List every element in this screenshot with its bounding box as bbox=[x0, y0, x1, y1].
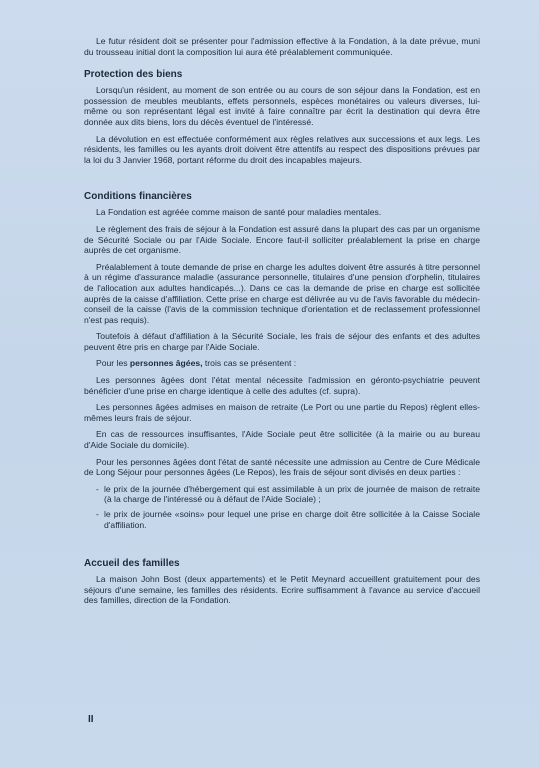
conditions-paragraph-6: Les personnes âgées dont l'état mental nécessite l'admission en géronto-psychiatrie peuvent bénéficier d'une prise en charge identique à celle des adultes (cf. supra). bbox=[84, 375, 480, 396]
conditions-paragraph-2: Le règlement des frais de séjour à la Fondation est assuré dans la plupart des cas par un organisme de Sécurité Sociale ou par l'Aide Sociale. Encore faut-il solliciter préalablement la prise en charge auprès de cet organisme. bbox=[84, 223, 480, 256]
protection-paragraph-2: La dévolution en est effectuée conformément aux règles relatives aux successions et aux legs. Les résidents, les familles ou les ayants droit doivent être attentifs au respect des dispositions prévues par la loi du 3 Janvier 1968, portant réforme du droit des incapables majeurs. bbox=[84, 133, 480, 165]
p5-bold: personnes âgées, bbox=[129, 358, 203, 369]
section-protection bbox=[84, 69, 480, 165]
list-item: - le prix de journée «soins» pour lequel une prise en charge doit être sollicitée à la Caisse Sociale d'affiliation. bbox=[96, 509, 480, 530]
conditions-paragraph-4: Toutefois à défaut d'affiliation à la Sécurité Sociale, les frais de séjour des enfants et des adultes peuvent être pris en charge par l'Aide Sociale. bbox=[84, 331, 480, 352]
conditions-paragraph-8: En cas de ressources insuffisantes, l'Aide Sociale peut être sollicitée (à la mairie ou au bureau d'Aide Sociale du domicile). bbox=[84, 429, 480, 451]
conditions-paragraph-3: Préalablement à toute demande de prise en charge les adultes doivent être assurés à titre personnel à un régime d'assurance maladie (assurance personnelle, titulaires d'une pension d'orphelin, titulaires de l'allocation aux adultes handicapés...). Dans ce cas la demande de prise en charge est sollicitée auprès de la caisse d'affiliation. Cette prise en charge est délivrée au vu de l'avis favorable du médecin-conseil de la caisse (l'avis de la commission technique d'orientation et de reclassement professionnel n'est pas requis). bbox=[84, 261, 480, 325]
conditions-paragraph-9: Pour les personnes âgées dont l'état de santé nécessite une admission au Centre de Cure Médicale de Long Séjour pour personnes âgées (Le Repos), les frais de séjour sont divisés en deux parties : bbox=[84, 456, 480, 478]
page-content bbox=[84, 36, 480, 612]
p5-post: trois cas se présentent : bbox=[202, 358, 297, 369]
section-conditions bbox=[84, 191, 480, 530]
page-number: II bbox=[88, 714, 94, 725]
conditions-paragraph-7: Les personnes âgées admises en maison de retraite (Le Port ou une partie du Repos) règlent elles-mêmes leurs frais de séjour. bbox=[84, 402, 480, 423]
section-title-accueil: Accueil des familles bbox=[84, 558, 180, 570]
conditions-paragraph-1: La Fondation est agréée comme maison de santé pour maladies mentales. bbox=[96, 207, 382, 218]
accueil-paragraph-1: La maison John Bost (deux appartements) et le Petit Meynard accueillent gratuitement pour des séjours d'une semaine, les familles des résidents. Ecrire suffisamment à l'avance au service d'accueil des familles, direction de la Fondation. bbox=[84, 574, 480, 606]
section-title-protection: Protection des biens bbox=[84, 69, 183, 81]
p5-pre: Pour les bbox=[96, 358, 130, 369]
protection-paragraph-1: Lorsqu'un résident, au moment de son entrée ou au cours de son séjour dans la Fondation, est en possession de meubles meublants, effets personnels, espèces monétaires ou valeurs diverses, lui-même ou son représentant légal est invité à faire connaître par écrit la destination qui devra être donnée aux dits biens, lors du décès éventuel de l'intéressé. bbox=[84, 85, 480, 127]
intro-paragraph: Le futur résident doit se présenter pour l'admission effective à la Fondation, à la date prévue, muni du trousseau initial dont la composition lui aura été préalablement communiquée. bbox=[84, 36, 480, 57]
conditions-paragraph-5 bbox=[84, 358, 480, 369]
section-title-conditions: Conditions financières bbox=[84, 191, 192, 203]
list-item: - le prix de la journée d'hébergement qui est assimilable à un prix de journée de maison de retraite (à la charge de l'intéressé ou à défaut de l'Aide Sociale) ; bbox=[96, 483, 480, 505]
fees-list bbox=[84, 484, 480, 530]
section-accueil bbox=[84, 558, 480, 606]
